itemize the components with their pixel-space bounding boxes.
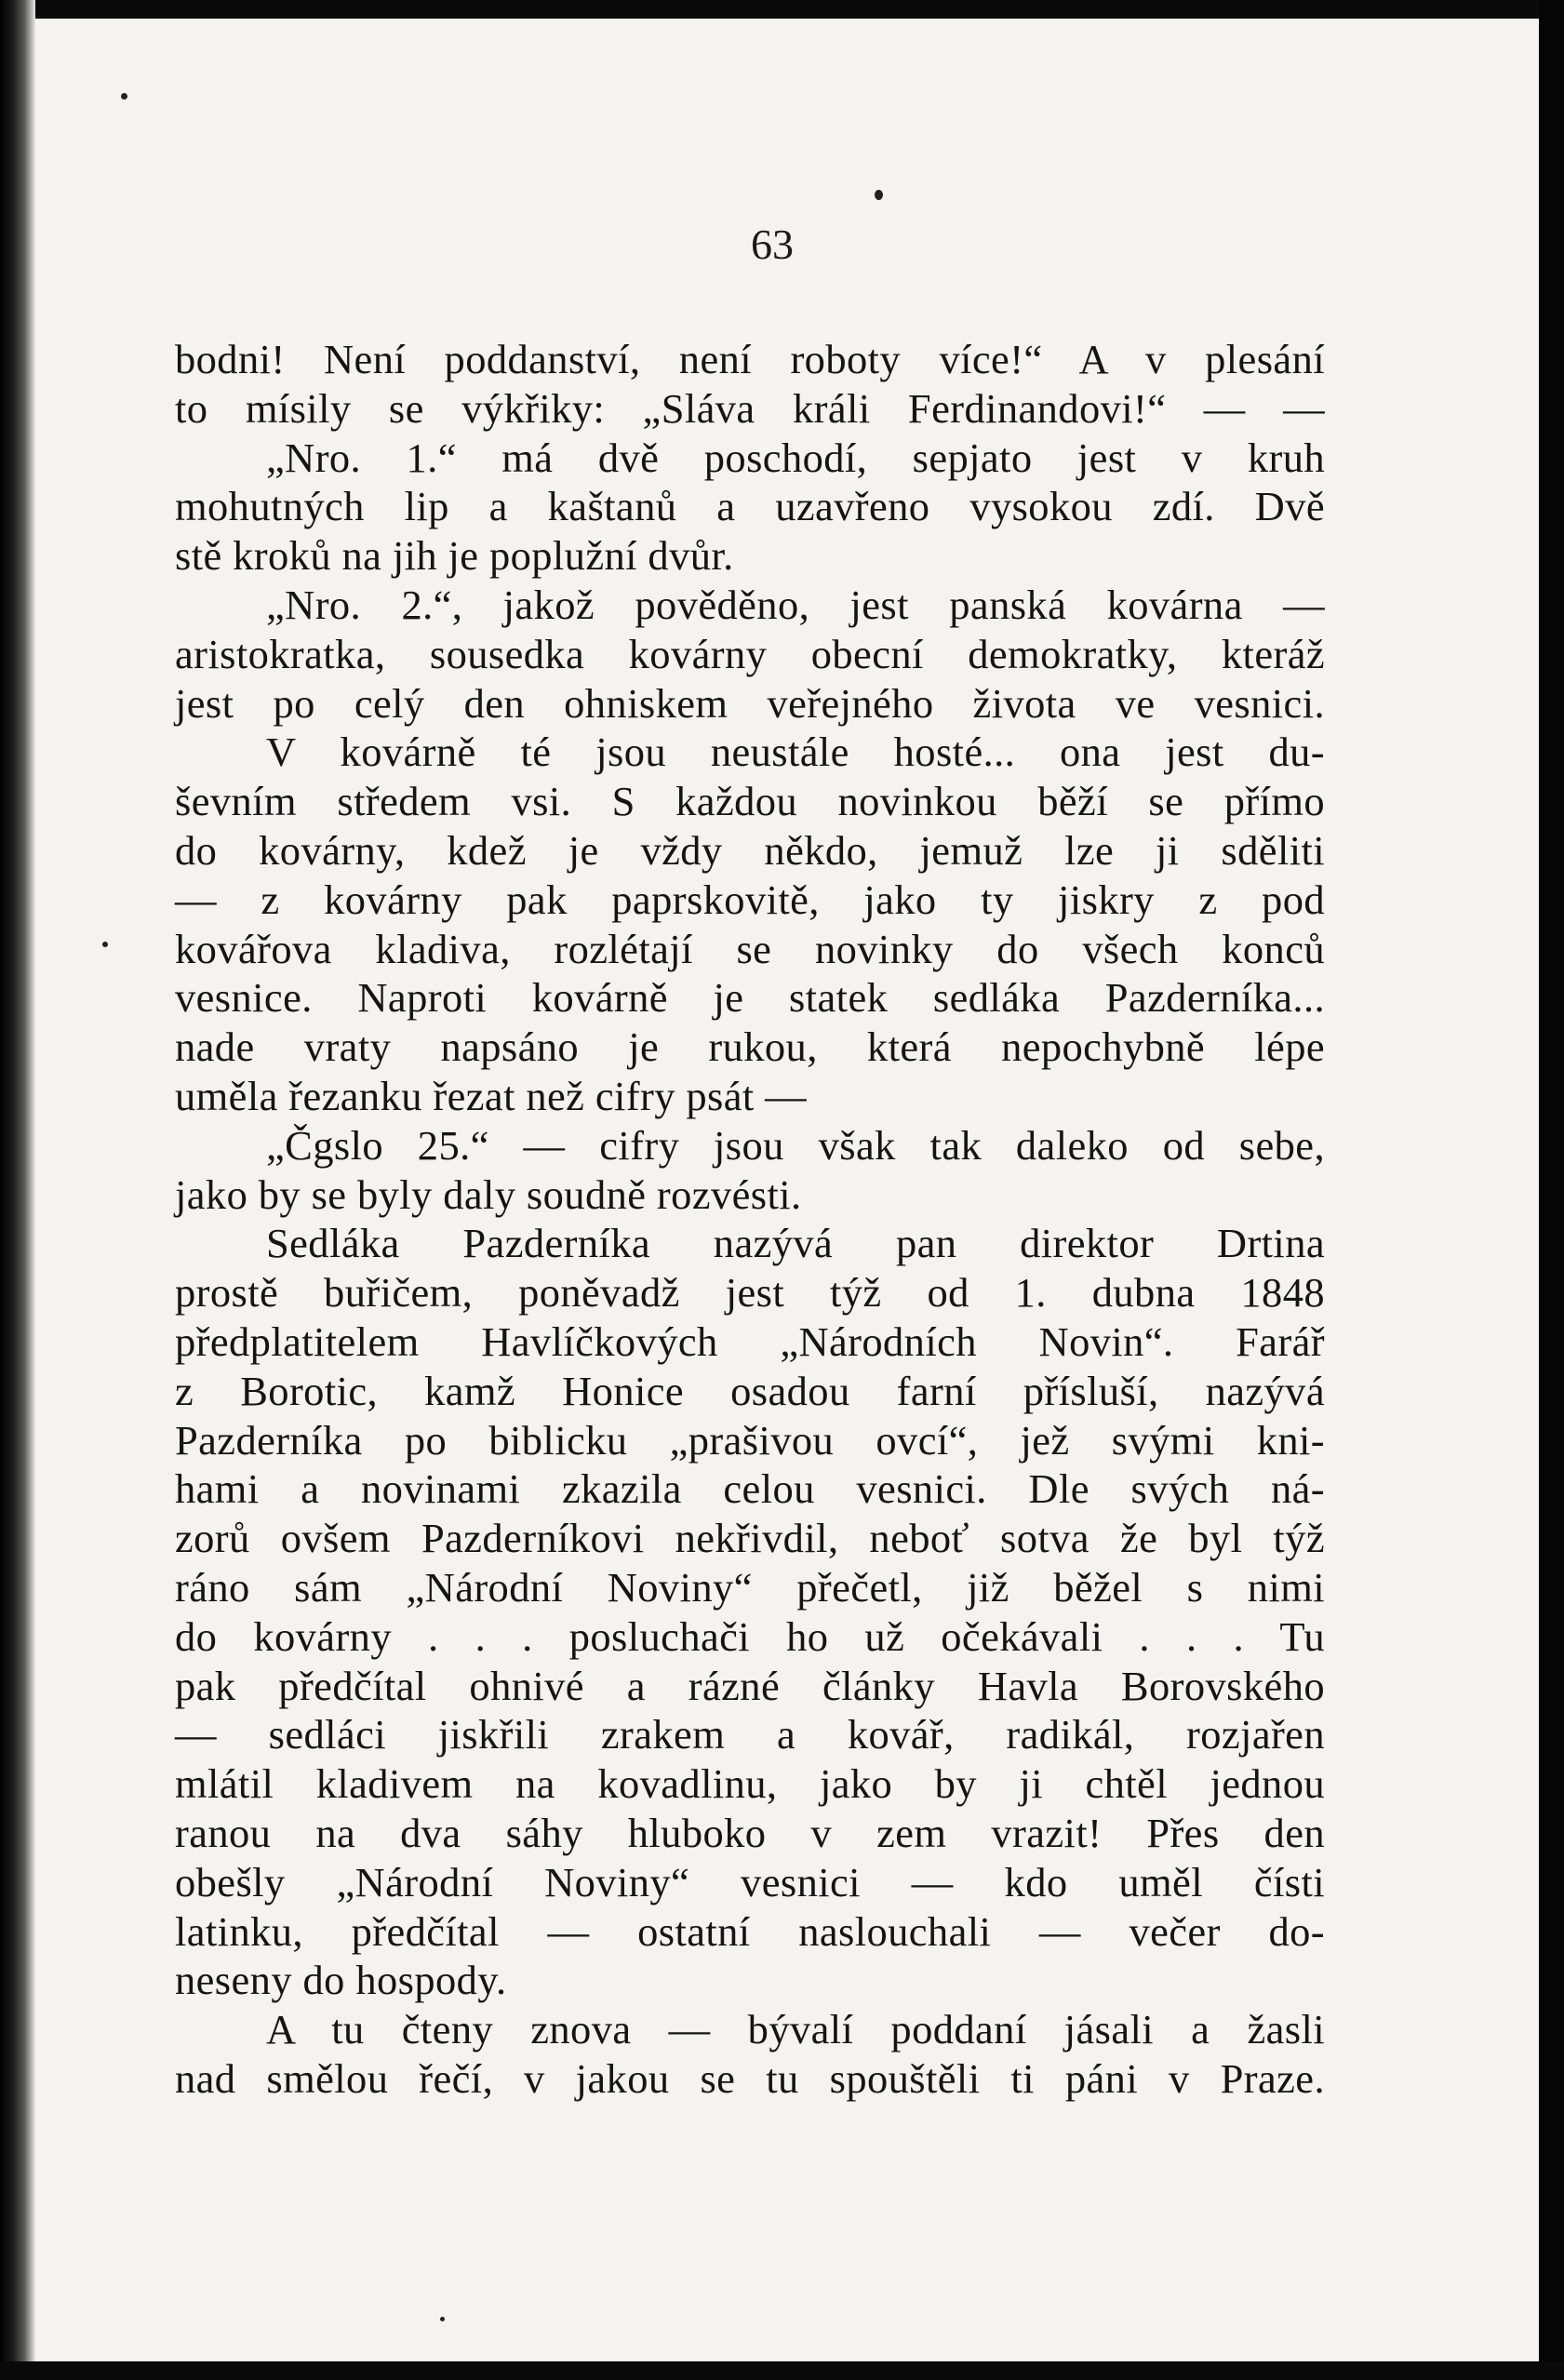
ink-speck [121, 93, 127, 100]
text-line: to mísily se výkřiky: „Sláva králi Ferdinandovi!“ — — [175, 384, 1325, 432]
text-line: mlátil kladivem na kovadlinu, jako by ji chtěl jednou [175, 1760, 1325, 1808]
text-line: nade vraty napsáno je rukou, která nepochybně lépe [175, 1023, 1325, 1071]
text-line: Sedláka Pazderníka nazývá pan direktor Drtina [266, 1220, 1325, 1267]
ink-speck [440, 2317, 445, 2321]
text-line: jest po celý den ohniskem veřejného života ve vesnici. [175, 679, 1325, 727]
text-line: uměla řezanku řezat než cifry psát — [175, 1072, 808, 1119]
text-line: — sedláci jiskřili zrakem a kovář, radikál, rozjařen [175, 1711, 1325, 1758]
ink-speck [102, 942, 108, 947]
ink-speck [875, 190, 883, 200]
text-line: hami a novinami zkazila celou vesnici. Dle svých ná- [175, 1465, 1325, 1513]
text-line: Pazderníka po biblicku „prašivou ovcí“, jež svými kni- [175, 1416, 1325, 1464]
text-line: pak předčítal ohnivé a rázné články Havla Borovského [175, 1662, 1325, 1709]
text-line: prostě buřičem, poněvadž jest týž od 1. dubna 1848 [175, 1269, 1325, 1317]
text-line: do kovárny, kdež je vždy někdo, jemuž lze ji sděliti [175, 826, 1325, 874]
scan-right-edge [1539, 0, 1564, 2380]
text-line: V kovárně té jsou neustále hosté... ona jest du- [266, 729, 1325, 776]
text-line: aristokratka, sousedka kovárny obecní demokratky, kteráž [175, 630, 1325, 677]
text-line: „Čgslo 25.“ — cifry jsou však tak daleko od sebe, [266, 1121, 1325, 1169]
text-line: bodni! Není poddanství, není roboty více!“ A v plesání [175, 336, 1325, 382]
text-line: — z kovárny pak paprskovitě, jako ty jiskry z pod [175, 876, 1325, 923]
text-line: kovářova kladiva, rozlétají se novinky do všech konců [175, 925, 1325, 972]
text-line: latinku, předčítal — ostatní naslouchali — večer do- [175, 1907, 1325, 1955]
text-line: ševním středem vsi. S každou novinkou běží se přímo [175, 778, 1325, 825]
book-page [35, 19, 1539, 2363]
text-line: „Nro. 1.“ má dvě poschodí, sepjato jest v kruh [266, 434, 1325, 481]
text-line: „Nro. 2.“, jakož pověděno, jest panská kovárna — [266, 581, 1325, 628]
body-text [175, 335, 1325, 2104]
text-line: neseny do hospody. [175, 1957, 507, 2004]
scan-left-edge [0, 0, 35, 2380]
text-line: ranou na dva sáhy hluboko v zem vrazit! Přes den [175, 1809, 1325, 1856]
text-line: do kovárny . . . posluchači ho už očekávali . . . Tu [175, 1612, 1325, 1660]
page-number: 63 [751, 221, 794, 268]
text-line: nad smělou řečí, v jakou se tu spouštěli ti páni v Praze. [175, 2054, 1325, 2102]
text-line: vesnice. Naproti kovárně je statek sedláka Pazderníka... [175, 974, 1325, 1022]
text-line: mohutných lip a kaštanů a uzavřeno vysokou zdí. Dvě [175, 483, 1325, 530]
text-line: obešly „Národní Noviny“ vesnici — kdo uměl čísti [175, 1858, 1325, 1905]
text-line: stě kroků na jih je poplužní dvůr. [175, 532, 734, 580]
text-line: A tu čteny znova — bývalí poddaní jásali a žasli [266, 2006, 1325, 2053]
scan-top-edge [0, 0, 1564, 19]
text-line: z Borotic, kamž Honice osadou farní přísluší, nazývá [175, 1367, 1325, 1414]
text-line: ráno sám „Národní Noviny“ přečetl, již běžel s nimi [175, 1563, 1325, 1611]
text-line: jako by se byly daly soudně rozvésti. [175, 1170, 802, 1218]
scan-bottom-edge [0, 2361, 1564, 2380]
text-line: zorů ovšem Pazderníkovi nekřivdil, neboť sotva že byl týž [175, 1515, 1325, 1562]
text-line: předplatitelem Havlíčkových „Národních Novin“. Farář [175, 1317, 1325, 1365]
